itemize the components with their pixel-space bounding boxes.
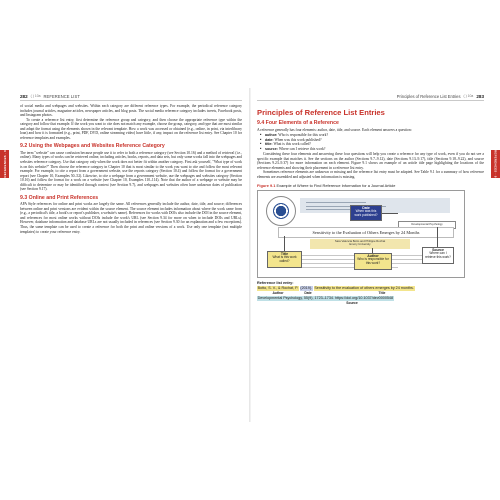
article-title-highlight: Sensitivity to the Evaluation of Others Emerges by 24 Months xyxy=(278,227,454,238)
chapter-heading: Principles of Reference List Entries xyxy=(257,108,385,117)
left-running-head xyxy=(20,92,242,101)
title-arrow xyxy=(284,236,285,251)
apa-journal-logo-icon xyxy=(266,196,296,226)
right-running-head xyxy=(257,92,484,101)
section-9-4-intro: A reference generally has four elements: author, date, title, and source. Each element answers a question: xyxy=(257,127,412,132)
right-section-tab: REFERENCES · 9 xyxy=(491,150,500,178)
section-9-3-paragraph: APA Style references for online and print works are largely the same. All references generally include the author, date, title, and source; differences between online and print versions are evident within the source element. The source element includes information about where the work came from (e.g., a periodical's title, a book's or report's publisher, a website's name). References for works with DOIs also include the DOI in the source element, and references for most online works without DOIs include the work's URL (see Section 9.34 for more on when to include DOIs and URLs). However, database information and database URLs are not usually included in references (see Section 9.30 for an explanation and a few exceptions). Thus, the same template can be used to create a reference for both the print and online versions of a work. Use only one template (not multiple templates) to create your reference entry. xyxy=(20,202,242,234)
left-page xyxy=(20,92,242,422)
source-callout: Source Where can I retrieve this work? xyxy=(422,247,454,264)
figure-9-1 xyxy=(257,190,465,278)
left-column xyxy=(20,104,242,234)
right-running-head-title: Principles of Reference List Entries xyxy=(396,93,461,99)
article-title-page-illustration xyxy=(264,196,458,272)
list-item: ■ date: When was this work published? xyxy=(265,138,484,143)
list-item: ■ author: Who is responsible for this work? xyxy=(265,133,484,138)
reference-element-labels xyxy=(257,291,484,295)
left-running-head-sep: ( ) 10a xyxy=(30,94,41,98)
figure-caption-text: Example of Where to Find Reference Information for a Journal Article xyxy=(276,182,396,188)
left-running-head-title: REFERENCE LIST xyxy=(43,93,80,99)
authors-highlight: Sara Valencia Botto and Philippe Rochat Emory University xyxy=(310,239,410,249)
source-label: Source xyxy=(346,301,358,306)
list-item: ■ title: What is this work called? xyxy=(265,142,484,147)
section-9-4-heading: 9.4 Four Elements of a Reference xyxy=(257,120,339,126)
section-9-2-paragraph: The term "website" can cause confusion because people use it to refer to both a reference category (see Section 10.16) and a method of retrieval (i.e., online). Many types of works can be retrieved online, including articles, books, reports, and data sets, but only some works fall into the webpages and websites reference category. Use that category only when the work does not better fit within another category. First ask yourself, "What type of work is on this website?" Then choose the reference category in Chapter 10 that is most similar to the work you want to cite and follow the most relevant example. For example, to cite a report from a government website, use the reports category (Section 10.4) and follow the format for a government report (see Chapter 10, Examples 50–52). Likewise, to cite a webpage from a government website, use the webpages and websites category (Section 10.16) and follow the format for a work on a website (see Chapter 10, Examples 110–114). Note that the author of a webpage or website may be difficult to determine or may be identified through context (see Section 9.7), and webpages and websites often have unknown dates of publication (see Section 9.17). xyxy=(20,150,242,192)
reference-source: Developmental Psychology, 55(9), 1723–1734. https://doi.org/10.1037/dev0000548 xyxy=(257,296,394,301)
right-page-number: 283 xyxy=(476,93,484,99)
journal-name-badge: Developmental Psychology xyxy=(398,221,456,229)
intro-paragraph-1: of social media and webpages and websites. Within each category are different reference types. For example, the periodical reference category includes journal articles, magazine articles, newspaper articles, and blog posts. The social media reference category includes tweets, Facebook posts, and Instagram photos. xyxy=(20,104,242,118)
intro-paragraph-2: To create a reference list entry, first determine the reference group and category, and then choose the appropriate reference type within the category and follow that example. If the work you want to cite does not match any example, choose the group, category, and type that are most similar and adapt the format using the elements shown in the relevant template. How a work was accessed or obtained (e.g., online, in print, via interlibrary loan) and how it is formatted (e.g., print, PDF, DVD, online streaming video) have little, if any, impact on the reference list entry. See Chapter 10 for reference templates and examples. xyxy=(20,117,242,140)
title-label: Title xyxy=(378,290,386,295)
right-running-head-sep: ( ) 10a xyxy=(463,94,474,98)
figure-caption xyxy=(257,183,484,188)
date-arrow xyxy=(382,213,398,214)
left-section-tab: REFERENCES · 9 xyxy=(0,150,9,178)
right-page xyxy=(257,92,484,422)
author-callout: Author Who is responsible for this work? xyxy=(354,253,392,270)
page-gutter xyxy=(249,88,251,422)
reference-date: (2019). xyxy=(300,285,313,290)
section-9-4-paragraph-2: Sometimes reference elements are unknown or missing and the reference list entry must be adapted. See Table 9.1 for a summary of how reference elements are assembled and adjusted when information is missing. xyxy=(257,170,484,179)
reference-entry-heading: Reference list entry: xyxy=(257,280,294,285)
source-label-row xyxy=(257,301,484,305)
section-9-3-heading: 9.3 Online and Print References xyxy=(20,194,99,201)
figure-label: Figure 9.1 xyxy=(257,182,276,188)
reference-author: Botto, S. V., & Rochat, P. xyxy=(257,285,299,290)
source-arrow xyxy=(437,227,438,247)
section-9-4-paragraph-1: Considering these four elements and answering these four questions will help you create a reference for any type of work, even if you do not see a specific example that matches it. See the sections on the author (Sections 9.7–9.12), date (Sections 9.13–9.17), title (Sections 9.18–9.22), and source (Sections 9.23–9.37) for more information on each element. Figure 9.1 shows an example of an article title page highlighting the locations of the reference elements and showing their placement in a reference list entry. xyxy=(257,152,484,170)
list-item: ■ source: Where can I retrieve this work? xyxy=(265,147,484,152)
author-arrow xyxy=(372,248,373,253)
author-label: Author xyxy=(272,290,284,295)
left-page-number: 282 xyxy=(20,93,28,99)
date-callout: Date When was this work published? xyxy=(350,205,382,221)
reference-title: Sensitivity to the evaluation of others emerges by 24 months. xyxy=(314,285,414,290)
title-callout: Title What is this work called? xyxy=(267,251,302,268)
element-question-list xyxy=(257,133,484,151)
section-9-2-heading: 9.2 Using the Webpages and Websites Reference Category xyxy=(20,143,165,150)
date-label: Date xyxy=(304,290,312,295)
